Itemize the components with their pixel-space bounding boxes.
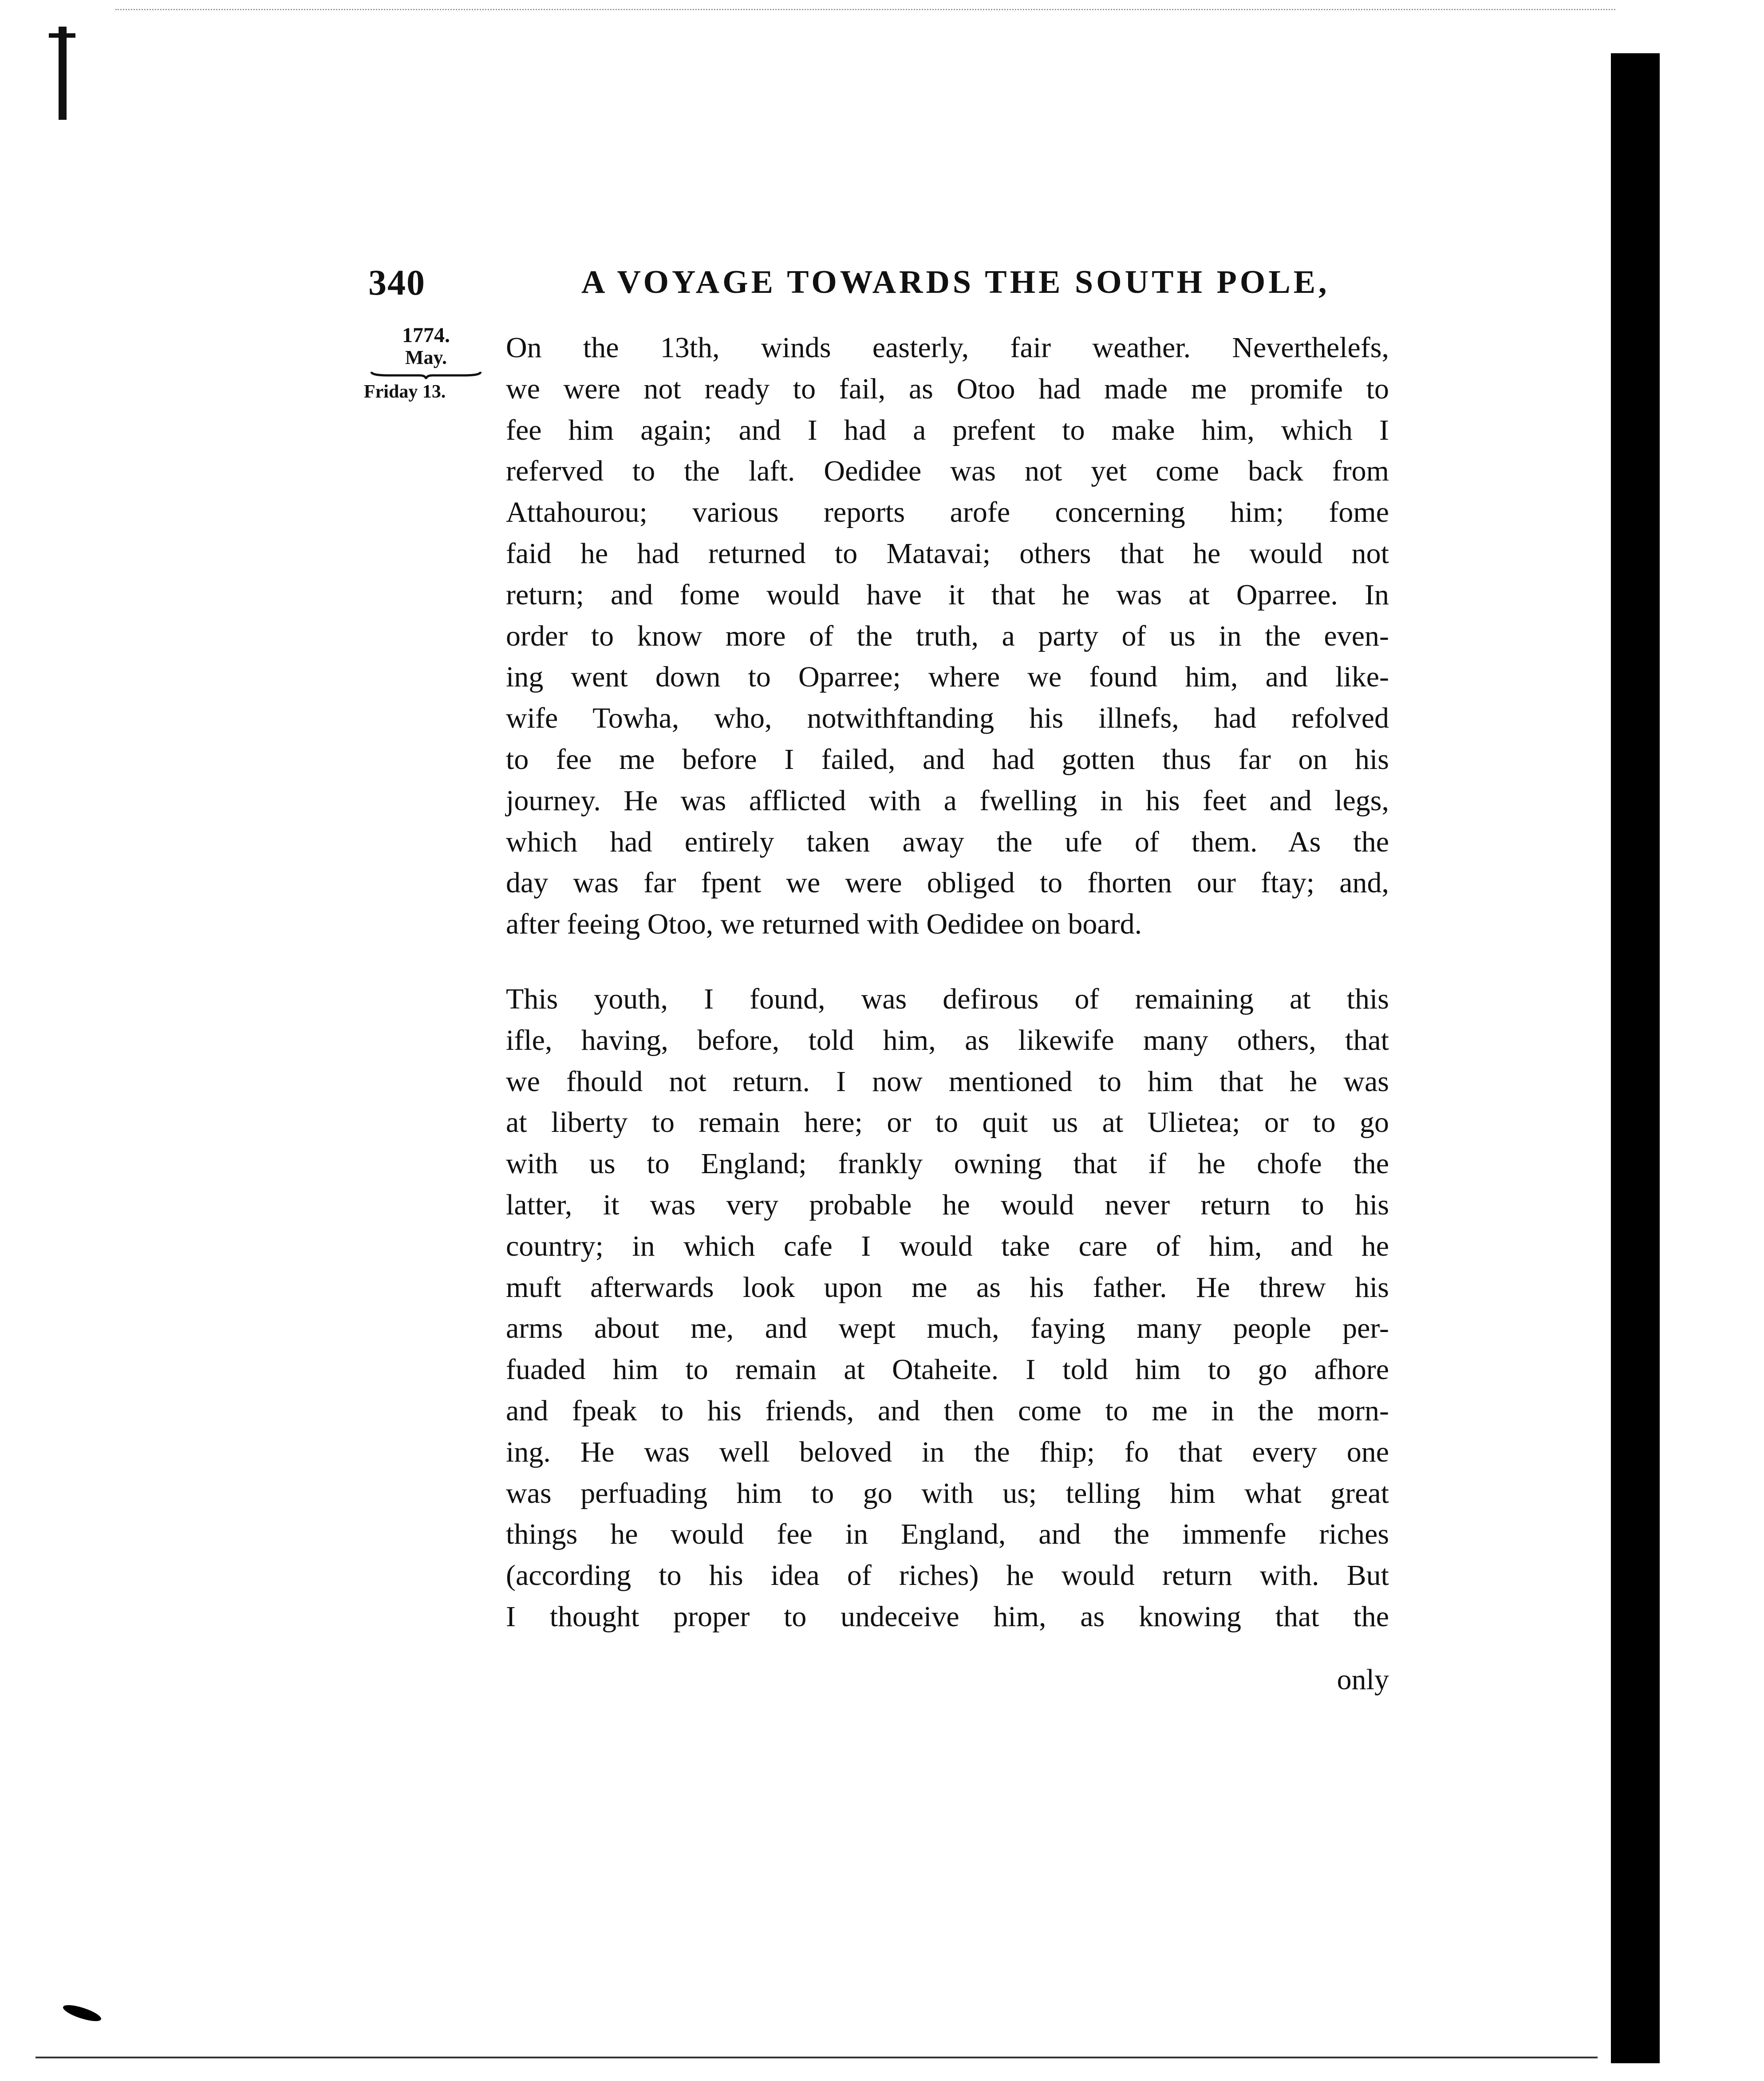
- text-line: at liberty to remain here; or to quit us at Ulietea; or to go: [506, 1106, 1389, 1139]
- text-line: referved to the laft. Oedidee was not yet come back from: [506, 455, 1389, 488]
- text-line: country; in which cafe I would take care of him, and he: [506, 1230, 1389, 1262]
- text-line: I thought proper to undeceive him, as knowing that the: [506, 1600, 1389, 1633]
- margin-year: 1774.: [402, 323, 450, 347]
- text-line: which had entirely taken away the ufe of them. As the: [506, 825, 1389, 858]
- running-head: [368, 262, 1389, 311]
- paragraph-1: [506, 327, 1389, 945]
- text-line: to fee me before I failed, and had gotten thus far on his: [506, 743, 1389, 776]
- text-line: arms about me, and wept much, faying many people per-: [506, 1312, 1389, 1345]
- margin-month: May.: [405, 347, 447, 368]
- text-line: This youth, I found, was defirous of remaining at this: [506, 983, 1389, 1015]
- text-line: fuaded him to remain at Otaheite. I told him to go afhore: [506, 1353, 1389, 1386]
- text-line: ifle, having, before, told him, as likewife many others, that: [506, 1024, 1389, 1056]
- text-line: after feeing Otoo, we returned with Oedidee on board.: [506, 908, 1142, 941]
- text-line: day was far fpent we were obliged to fhorten our ftay; and,: [506, 867, 1389, 899]
- brace-icon: [371, 371, 481, 380]
- text-line: (according to his idea of riches) he would return with. But: [506, 1559, 1389, 1592]
- text-line: journey. He was afflicted with a fwelling in his feet and legs,: [506, 784, 1389, 817]
- page-number: 340: [368, 262, 426, 303]
- paragraph-2: [506, 979, 1389, 1638]
- scan-bottom-edge: [36, 2057, 1598, 2058]
- text-line: order to know more of the truth, a party of us in the even-: [506, 619, 1389, 652]
- scan-speckle-top: [115, 9, 1615, 12]
- text-line: we were not ready to fail, as Otoo had made me promife to: [506, 372, 1389, 405]
- text-line: things he would fee in England, and the immenfe riches: [506, 1518, 1389, 1551]
- marginal-date: [359, 324, 493, 402]
- text-line: wife Towha, who, notwithftanding his illnefs, had refolved: [506, 702, 1389, 735]
- text-line: return; and fome would have it that he was at Oparree. In: [506, 578, 1389, 611]
- text-line: On the 13th, winds easterly, fair weather. Neverthelefs,: [506, 331, 1389, 364]
- scan-edge-tick: [49, 33, 75, 38]
- scan-edge-mark: [59, 27, 67, 120]
- text-line: ing went down to Oparree; where we found him, and like-: [506, 661, 1389, 694]
- text-line: faid he had returned to Matavai; others that he would not: [506, 537, 1389, 570]
- text-line: fee him again; and I had a prefent to make him, which I: [506, 414, 1389, 446]
- catchword: only: [1337, 1663, 1389, 1696]
- text-line: with us to England; frankly owning that if he chofe the: [506, 1147, 1389, 1180]
- ink-blot: [61, 2002, 103, 2025]
- running-title: A VOYAGE TOWARDS THE SOUTH POLE,: [581, 264, 1330, 300]
- text-line: Attahourou; various reports arofe concerning him; fome: [506, 496, 1389, 529]
- text-line: ing. He was well beloved in the fhip; fo that every one: [506, 1435, 1389, 1468]
- text-line: we fhould not return. I now mentioned to him that he was: [506, 1065, 1389, 1098]
- margin-day: Friday 13.: [364, 382, 446, 402]
- text-line: muft afterwards look upon me as his father. He threw his: [506, 1271, 1389, 1304]
- text-line: latter, it was very probable he would never return to his: [506, 1188, 1389, 1221]
- scan-gutter-shadow: [1611, 53, 1660, 2063]
- text-line: and fpeak to his friends, and then come to me in the morn-: [506, 1394, 1389, 1427]
- text-line: was perfuading him to go with us; telling him what great: [506, 1477, 1389, 1510]
